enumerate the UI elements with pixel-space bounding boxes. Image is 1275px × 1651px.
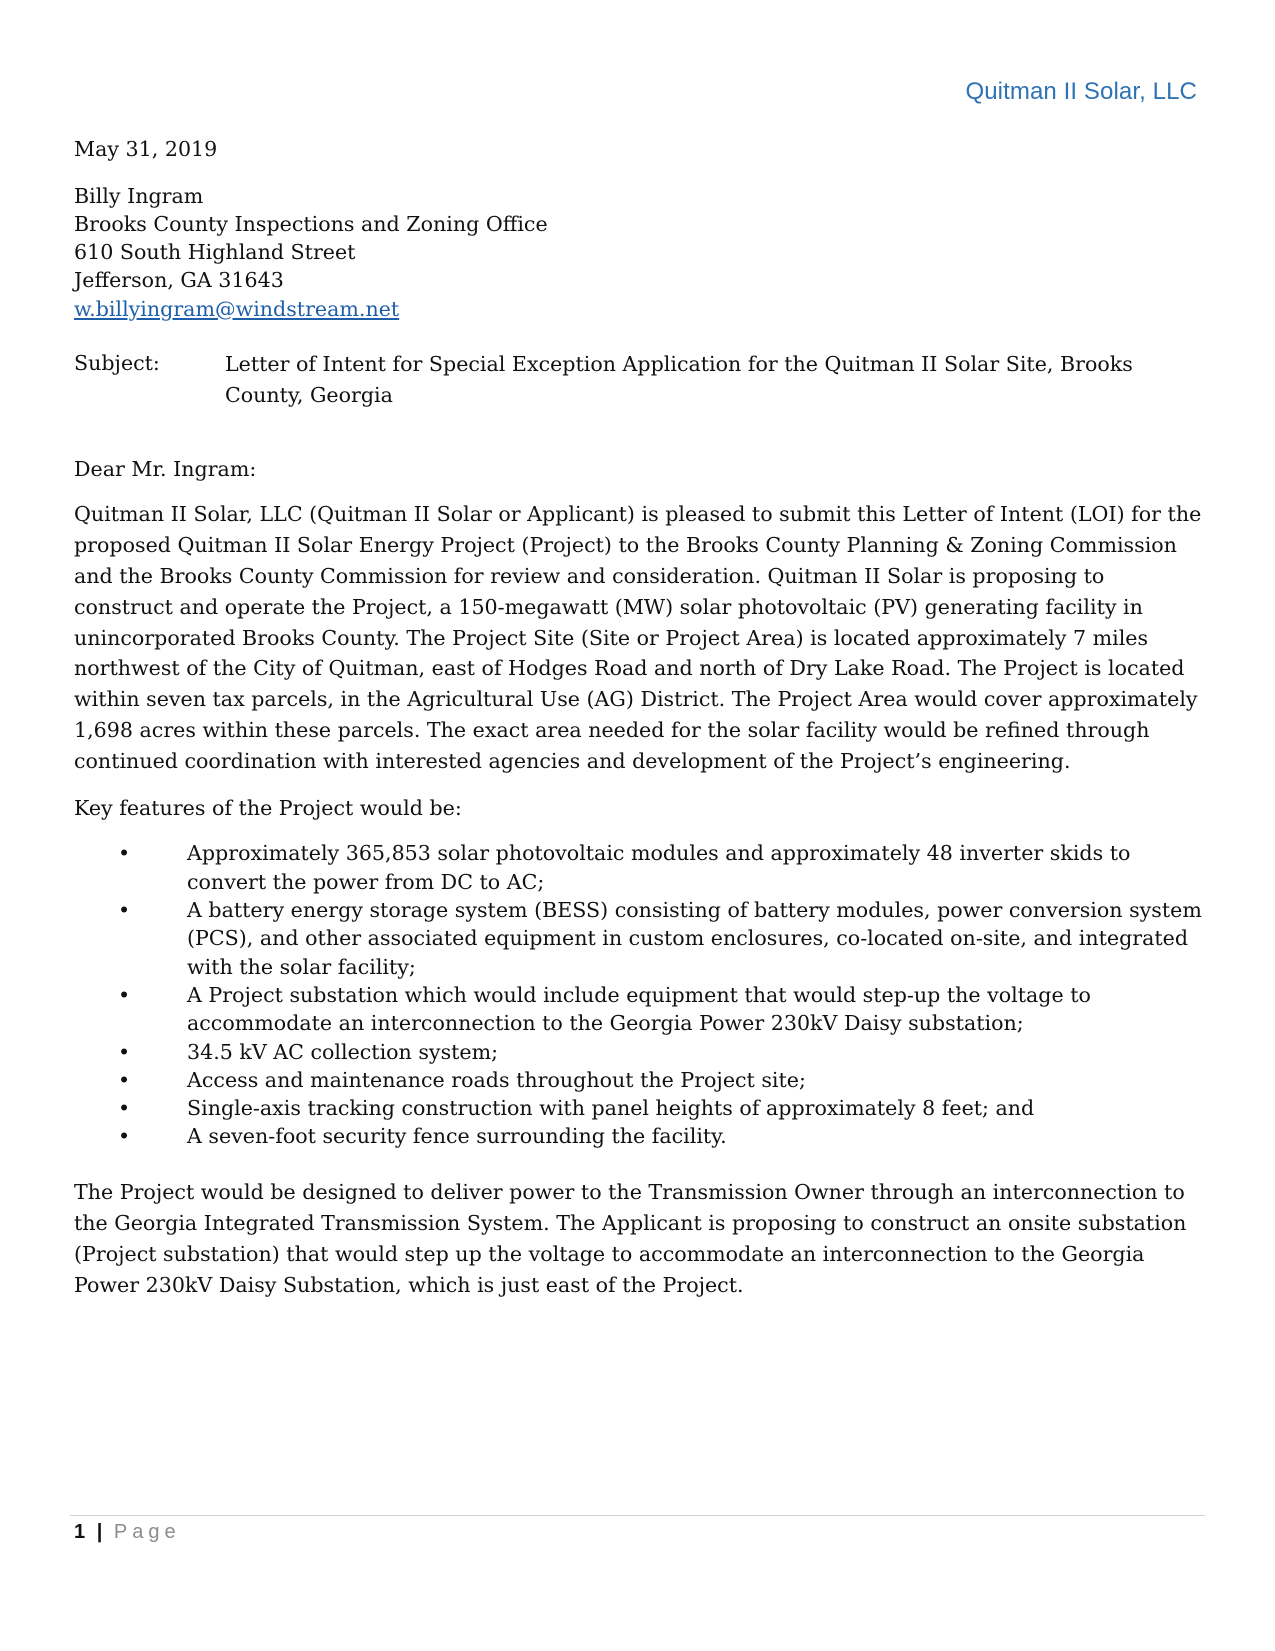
features-intro: Key features of the Project would be: [74, 795, 462, 820]
list-item-text: A battery energy storage system (BESS) consisting of battery modules, power conversion system (PCS), and other associated equipment in custom enclosures, co-located on-site, and integrated with the solar facility; [187, 898, 1202, 979]
recipient-email-link[interactable]: w.billyingram@windstream.net [74, 296, 400, 321]
list-item [74, 981, 1202, 1038]
list-item [74, 1122, 1202, 1150]
recipient-email-line [74, 295, 1202, 323]
bullet-icon: • [118, 1096, 131, 1121]
list-item-text: A Project substation which would include equipment that would step-up the voltage to accommodate an interconnection to the Georgia Power 230kV Daisy substation; [187, 982, 1091, 1036]
letter-date: May 31, 2019 [74, 137, 218, 161]
bullet-icon: • [118, 1067, 131, 1092]
letter-body [74, 135, 1202, 1301]
company-header: Quitman II Solar, LLC [965, 78, 1197, 105]
list-item [74, 896, 1202, 981]
recipient-address-block [74, 182, 1202, 323]
page-label: Page [113, 1521, 181, 1543]
footer-divider [70, 1515, 1205, 1516]
recipient-office: Brooks County Inspections and Zoning Office [74, 211, 548, 236]
list-item [74, 1038, 1202, 1066]
list-item-text: 34.5 kV AC collection system; [187, 1039, 499, 1064]
list-item-text: Single-axis tracking construction with panel heights of approximately 8 feet; and [187, 1096, 1035, 1121]
list-item-text: Approximately 365,853 solar photovoltaic modules and approximately 48 inverter skids to convert the power from DC to AC; [187, 841, 1131, 894]
page-number: 1 [74, 1521, 86, 1543]
subject-text: Letter of Intent for Special Exception Application for the Quitman II Solar Site, Brooks County, Georgia [225, 351, 1133, 407]
list-item-text: A seven-foot security fence surrounding the facility. [187, 1124, 727, 1149]
recipient-name: Billy Ingram [74, 183, 204, 208]
page-separator: | [96, 1521, 103, 1543]
subject-label: Subject: [74, 350, 160, 375]
list-item [74, 1094, 1202, 1122]
subject-row [74, 349, 1202, 411]
interconnection-paragraph: The Project would be designed to deliver power to the Transmission Owner through an interconnection to the Georgia Integrated Transmission System. The Applicant is proposing to construct an onsite substation (Project substation) that would step up the voltage to accommodate an interconnection to the Georgia Power 230kV Daisy Substation, which is just east of the Project. [74, 1179, 1187, 1297]
recipient-city: Jefferson, GA 31643 [74, 268, 284, 293]
bullet-icon: • [118, 1124, 131, 1149]
page-footer [74, 1521, 181, 1544]
salutation: Dear Mr. Ingram: [74, 456, 257, 481]
bullet-icon: • [118, 841, 131, 866]
bullet-icon: • [118, 898, 131, 923]
bullet-icon: • [118, 1039, 131, 1064]
list-item-text: Access and maintenance roads throughout the Project site; [187, 1067, 806, 1092]
intro-paragraph: Quitman II Solar, LLC (Quitman II Solar or Applicant) is pleased to submit this Letter of Intent (LOI) for the proposed Quitman II Solar Energy Project (Project) to the Brooks County Planning & Zoning Commission and the Brooks County Commission for review and consideration. Quitman II Solar is proposing to construct and operate the Project, a 150-megawatt (MW) solar photovoltaic (PV) generating facility in unincorporated Brooks County. The Project Site (Site or Project Area) is located approximately 7 miles northwest of the City of Quitman, east of Hodges Road and north of Dry Lake Road. The Project is located within seven tax parcels, in the Agricultural Use (AG) District. The Project Area would cover approximately 1,698 acres within these parcels. The exact area needed for the solar facility would be refined through continued coordination with interested agencies and development of the Project’s engineering. [74, 502, 1202, 773]
recipient-street: 610 South Highland Street [74, 240, 356, 265]
list-item [74, 839, 1202, 896]
features-list [74, 839, 1202, 1150]
bullet-icon: • [118, 982, 131, 1007]
list-item [74, 1066, 1202, 1094]
